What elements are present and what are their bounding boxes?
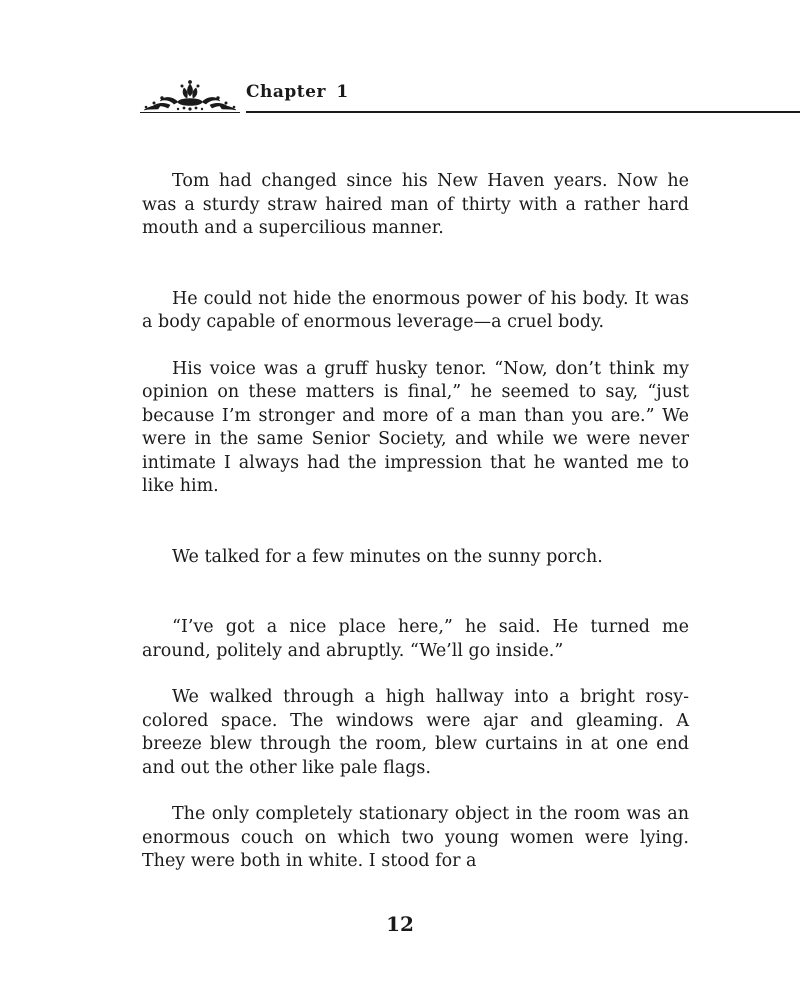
page-number: 12 <box>386 912 414 936</box>
paragraph-spacer <box>142 780 689 803</box>
paragraph-spacer <box>142 335 689 358</box>
chapter-title: Chapter 1 <box>246 82 349 102</box>
header-rule <box>246 111 800 113</box>
paragraph-spacer <box>142 569 689 616</box>
chapter-body <box>142 170 689 874</box>
paragraph: He could not hide the enormous power of his body. It was a body capable of enormous leverage—a cruel body. <box>142 288 689 332</box>
paragraph-spacer <box>142 241 689 288</box>
paragraph: His voice was a gruff husky tenor. “Now, don’t think my opinion on these matters is final,” he seemed to say, “just because I’m stronger and more of a man than you are.” We were in the same Senior Society, and while we were never intimate I always had the impression that he wanted me to like him. <box>142 358 689 496</box>
paragraph: We walked through a high hallway into a bright rosy-colored space. The windows were ajar and gleaming. A breeze blew through the room, blew curtains in at one end and out the other like pale flags. <box>142 687 689 778</box>
paragraph-spacer <box>142 663 689 686</box>
paragraph: The only completely stationary object in the room was an enormous couch on which two young women were lying. They were both in white. I stood for a <box>142 804 689 871</box>
chapter-header <box>140 78 800 118</box>
paragraph: We talked for a few minutes on the sunny porch. <box>172 546 603 567</box>
paragraph: “I’ve got a nice place here,” he said. He turned me around, politely and abruptly. “We’ll go inside.” <box>142 617 689 661</box>
paragraph: Tom had changed since his New Haven years. Now he was a sturdy straw haired man of thirty with a rather hard mouth and a supercilious manner. <box>142 171 689 238</box>
paragraph-spacer <box>142 499 689 546</box>
ornament-underline <box>140 112 240 113</box>
